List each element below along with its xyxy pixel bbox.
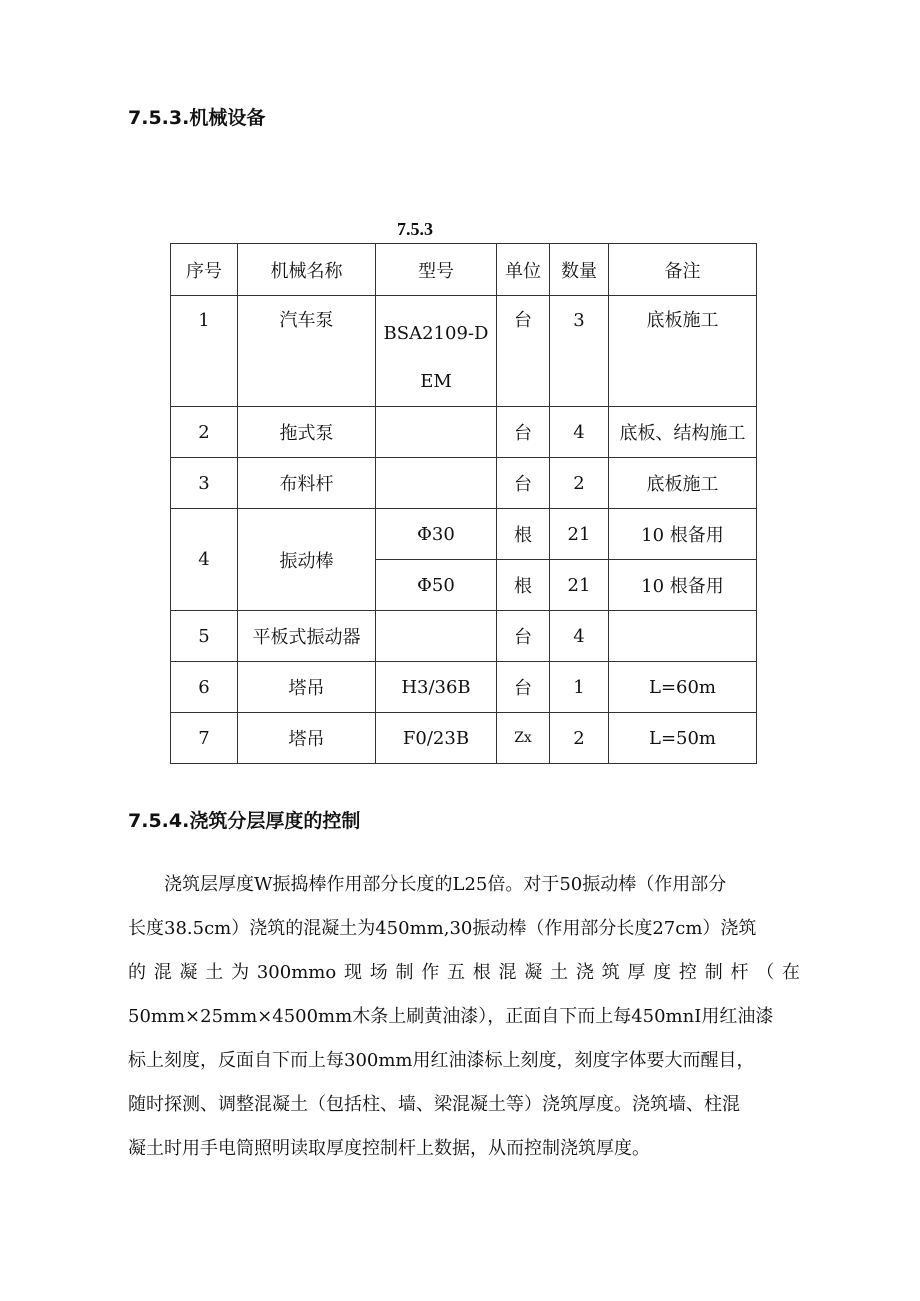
- table-caption: 7.5.3: [397, 219, 433, 239]
- cell-no: 2: [171, 407, 238, 458]
- cell-no: 3: [171, 458, 238, 509]
- cell-note: [609, 611, 757, 662]
- cell-unit: 台: [497, 407, 550, 458]
- table-row: [171, 407, 757, 458]
- paragraph-line: 长度38.5cm）浇筑的混凝土为450mm,30振动棒（作用部分长度27cm）浇筑: [128, 918, 757, 939]
- cell-note: 底板、结构施工: [609, 407, 757, 458]
- table-row: [171, 509, 757, 560]
- equipment-table: [170, 243, 757, 764]
- header-qty: 数量: [550, 244, 609, 296]
- cell-qty: 1: [550, 662, 609, 713]
- paragraph-line: 随时探测、调整混凝土（包括柱、墙、梁混凝土等）浇筑厚度。浇筑墙、柱混: [128, 1094, 740, 1115]
- cell-model: Φ50: [376, 560, 497, 611]
- cell-note: 底板施工: [609, 458, 757, 509]
- cell-qty: 2: [550, 458, 609, 509]
- body-paragraph: [128, 863, 800, 1171]
- cell-model: [376, 296, 497, 407]
- cell-note: 10 根备用: [609, 560, 757, 611]
- cell-model: [376, 407, 497, 458]
- paragraph-line: 凝土时用手电筒照明读取厚度控制杆上数据，从而控制浇筑厚度。: [128, 1138, 650, 1159]
- cell-note: L=60m: [609, 662, 757, 713]
- cell-name: 平板式振动器: [238, 611, 376, 662]
- cell-no: 6: [171, 662, 238, 713]
- cell-model: H3/36B: [376, 662, 497, 713]
- cell-model: Φ30: [376, 509, 497, 560]
- cell-model: [376, 611, 497, 662]
- header-name: 机械名称: [238, 244, 376, 296]
- cell-model-line1: BSA2109-D: [383, 323, 489, 344]
- paragraph-line: 的混凝土为300mmo现场制作五根混凝土浇筑厚度控制杆（在: [128, 962, 800, 983]
- cell-qty: 4: [550, 611, 609, 662]
- table-row: [171, 458, 757, 509]
- header-unit: 单位: [497, 244, 550, 296]
- cell-unit: 根: [497, 560, 550, 611]
- header-model: 型号: [376, 244, 497, 296]
- table-header-row: [171, 244, 757, 296]
- paragraph-line: 50mm×25mm×4500mm木条上刷黄油漆），正面自下而上每450mnI用红油漆: [128, 1006, 774, 1027]
- cell-no: 4: [171, 509, 238, 611]
- cell-name: 拖式泵: [238, 407, 376, 458]
- cell-name: 振动棒: [238, 509, 376, 611]
- cell-unit: 台: [497, 662, 550, 713]
- cell-model: [376, 458, 497, 509]
- cell-no: 7: [171, 713, 238, 764]
- cell-qty: 4: [550, 407, 609, 458]
- cell-name: 布料杆: [238, 458, 376, 509]
- cell-no: 5: [171, 611, 238, 662]
- header-no: 序号: [171, 244, 238, 296]
- cell-qty: 2: [550, 713, 609, 764]
- cell-no: 1: [171, 296, 238, 407]
- cell-unit: 台: [497, 458, 550, 509]
- header-note: 备注: [609, 244, 757, 296]
- cell-name: 塔吊: [238, 662, 376, 713]
- cell-model: F0/23B: [376, 713, 497, 764]
- table-row: [171, 713, 757, 764]
- cell-qty: 3: [550, 296, 609, 407]
- cell-qty: 21: [550, 560, 609, 611]
- cell-unit: 台: [497, 296, 550, 407]
- cell-unit: 根: [497, 509, 550, 560]
- cell-model-line2: EM: [420, 371, 452, 392]
- cell-unit: 台: [497, 611, 550, 662]
- cell-note: 10 根备用: [609, 509, 757, 560]
- cell-note: 底板施工: [609, 296, 757, 407]
- section-heading-layer-thickness: 7.5.4.浇筑分层厚度的控制: [128, 810, 361, 832]
- table-row: [171, 296, 757, 407]
- cell-name: 汽车泵: [238, 296, 376, 407]
- cell-name: 塔吊: [238, 713, 376, 764]
- cell-note: L=50m: [609, 713, 757, 764]
- section-heading-equipment: 7.5.3.机械设备: [128, 107, 266, 129]
- cell-unit: Zx: [497, 713, 550, 764]
- cell-qty: 21: [550, 509, 609, 560]
- paragraph-line: 浇筑层厚度W振捣棒作用部分长度的L25倍。对于50振动棒（作用部分: [164, 874, 727, 895]
- table-row: [171, 662, 757, 713]
- paragraph-line: 标上刻度，反面自下而上每300mm用红油漆标上刻度，刻度字体要大而醒目，: [128, 1050, 755, 1071]
- table-row: [171, 611, 757, 662]
